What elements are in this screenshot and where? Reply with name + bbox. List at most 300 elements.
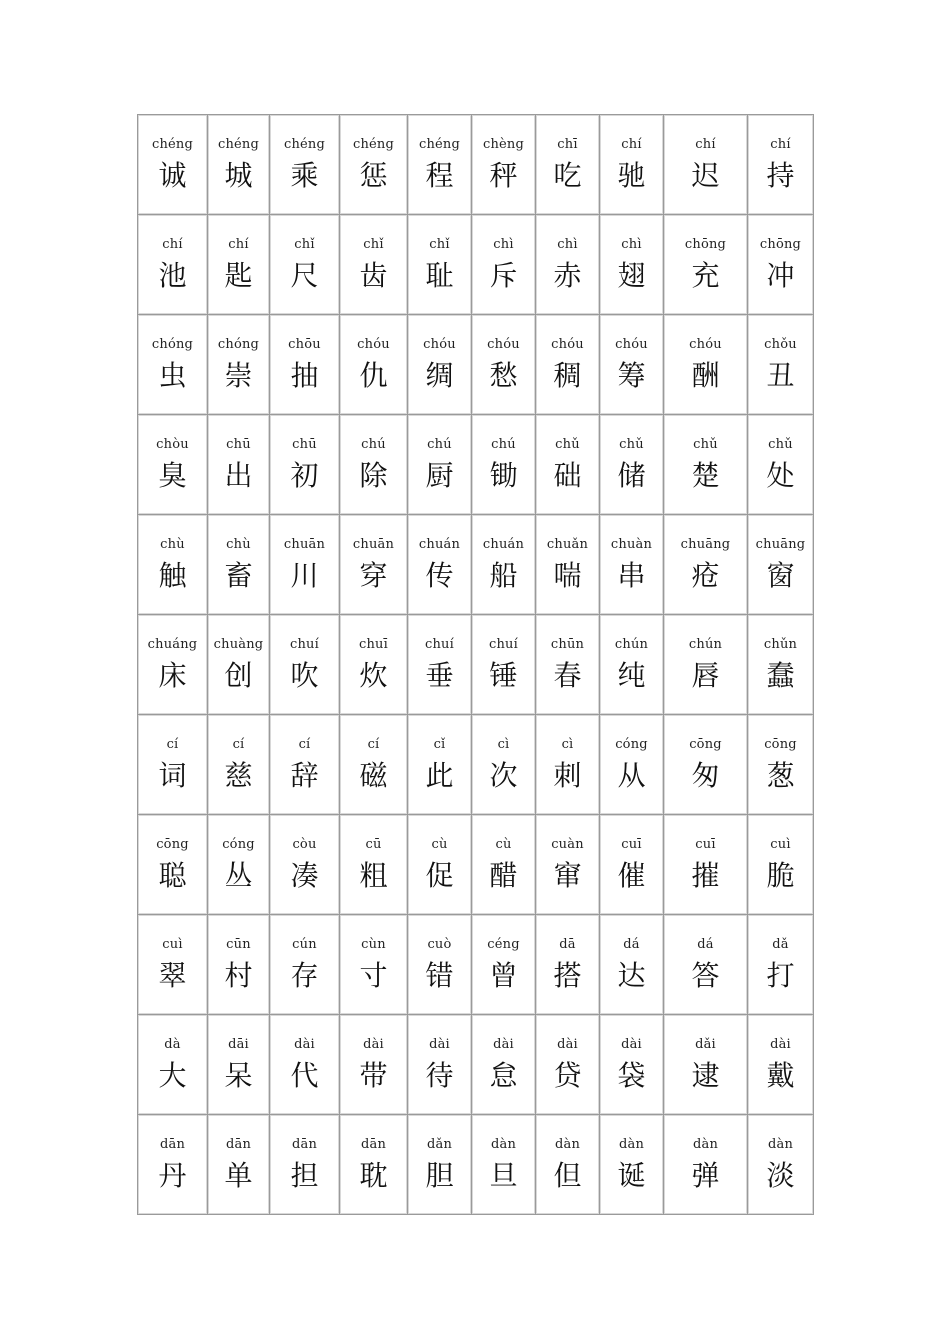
pinyin-label: dān — [225, 1136, 252, 1152]
character-cell — [208, 415, 270, 515]
character-cell — [600, 915, 664, 1015]
pinyin-label: chí — [162, 236, 183, 252]
hanzi-character: 创 — [224, 658, 253, 692]
character-cell — [208, 715, 270, 815]
pinyin-label: cōng — [764, 736, 797, 752]
table-row — [138, 1115, 814, 1215]
hanzi-character: 搭 — [553, 958, 582, 992]
hanzi-character: 带 — [359, 1058, 388, 1092]
table-row — [138, 815, 814, 915]
hanzi-character: 纯 — [617, 658, 646, 692]
cell-content — [408, 315, 471, 414]
hanzi-character: 冲 — [766, 258, 795, 292]
character-cell — [664, 515, 748, 615]
hanzi-character: 耽 — [359, 1158, 388, 1192]
cell-content — [536, 815, 599, 914]
character-cell — [408, 315, 472, 415]
hanzi-character: 崇 — [224, 358, 253, 392]
character-cell — [472, 715, 536, 815]
cell-content — [664, 1115, 747, 1214]
pinyin-label: dàn — [692, 1136, 719, 1152]
pinyin-label: cóng — [222, 836, 255, 852]
hanzi-character: 但 — [553, 1158, 582, 1192]
hanzi-character: 惩 — [359, 158, 388, 192]
character-table-body — [138, 115, 814, 1215]
character-cell — [536, 815, 600, 915]
hanzi-character: 脆 — [766, 858, 795, 892]
cell-content — [536, 715, 599, 814]
character-cell — [472, 515, 536, 615]
cell-content — [138, 915, 207, 1014]
character-cell — [472, 115, 536, 215]
character-cell — [664, 315, 748, 415]
hanzi-character: 担 — [290, 1158, 319, 1192]
character-cell — [472, 815, 536, 915]
hanzi-character: 打 — [766, 958, 795, 992]
hanzi-character: 炊 — [359, 658, 388, 692]
cell-content — [472, 415, 535, 514]
hanzi-character: 代 — [290, 1058, 319, 1092]
pinyin-label: chū — [226, 436, 251, 452]
cell-content — [664, 1015, 747, 1114]
hanzi-character: 楚 — [691, 458, 720, 492]
character-cell — [408, 615, 472, 715]
pinyin-label: chuí — [425, 636, 454, 652]
cell-content — [536, 915, 599, 1014]
character-cell — [340, 815, 408, 915]
cell-content — [748, 315, 813, 414]
character-cell — [138, 915, 208, 1015]
pinyin-label: chōu — [288, 336, 321, 352]
cell-content — [408, 815, 471, 914]
hanzi-character: 粗 — [359, 858, 388, 892]
pinyin-label: cōng — [156, 836, 189, 852]
pinyin-label: chǔ — [555, 436, 580, 452]
hanzi-character: 旦 — [489, 1158, 518, 1192]
cell-content — [208, 815, 269, 914]
cell-content — [748, 215, 813, 314]
cell-content — [748, 815, 813, 914]
pinyin-label: cí — [166, 736, 179, 752]
hanzi-character: 乘 — [290, 158, 319, 192]
cell-content — [664, 115, 747, 214]
pinyin-label: chéng — [352, 136, 395, 152]
character-cell — [270, 615, 340, 715]
pinyin-label: chóng — [151, 336, 194, 352]
cell-content — [536, 515, 599, 614]
pinyin-label: dàn — [767, 1136, 794, 1152]
hanzi-character: 袋 — [617, 1058, 646, 1092]
pinyin-label: dàn — [618, 1136, 645, 1152]
hanzi-character: 曾 — [489, 958, 518, 992]
character-cell — [472, 1015, 536, 1115]
character-cell — [340, 715, 408, 815]
pinyin-label: cǐ — [433, 736, 446, 752]
hanzi-character: 村 — [224, 958, 253, 992]
cell-content — [664, 615, 747, 714]
hanzi-character: 垂 — [425, 658, 454, 692]
cell-content — [138, 815, 207, 914]
hanzi-character: 催 — [617, 858, 646, 892]
character-cell — [270, 715, 340, 815]
pinyin-label: chì — [621, 236, 642, 252]
pinyin-label: cù — [431, 836, 448, 852]
cell-content — [270, 1115, 339, 1214]
cell-content — [340, 915, 407, 1014]
cell-content — [340, 115, 407, 214]
hanzi-character: 寸 — [359, 958, 388, 992]
hanzi-character: 酬 — [691, 358, 720, 392]
hanzi-character: 凑 — [290, 858, 319, 892]
cell-content — [138, 1115, 207, 1214]
character-cell — [408, 415, 472, 515]
pinyin-label: chǐ — [429, 236, 450, 252]
pinyin-label: chuī — [359, 636, 388, 652]
hanzi-character: 厨 — [425, 458, 454, 492]
cell-content — [270, 315, 339, 414]
character-cell — [536, 315, 600, 415]
table-row — [138, 615, 814, 715]
cell-content — [472, 115, 535, 214]
cell-content — [664, 815, 747, 914]
character-cell — [600, 415, 664, 515]
cell-content — [472, 915, 535, 1014]
pinyin-label: chèng — [482, 136, 525, 152]
pinyin-label: dàn — [490, 1136, 517, 1152]
hanzi-character: 臭 — [158, 458, 187, 492]
character-cell — [408, 115, 472, 215]
cell-content — [270, 115, 339, 214]
hanzi-character: 唇 — [691, 658, 720, 692]
character-cell — [408, 1115, 472, 1215]
pinyin-label: cuì — [162, 936, 183, 952]
hanzi-character: 串 — [617, 558, 646, 592]
hanzi-character: 丑 — [766, 358, 795, 392]
pinyin-label: dài — [557, 1036, 578, 1052]
character-cell — [536, 415, 600, 515]
pinyin-label: dài — [770, 1036, 791, 1052]
character-cell — [748, 115, 814, 215]
character-cell — [270, 515, 340, 615]
cell-content — [536, 115, 599, 214]
character-cell — [748, 715, 814, 815]
hanzi-character: 驰 — [617, 158, 646, 192]
hanzi-character: 磁 — [359, 758, 388, 792]
cell-content — [340, 415, 407, 514]
character-cell — [208, 315, 270, 415]
character-cell — [664, 815, 748, 915]
cell-content — [664, 715, 747, 814]
character-cell — [270, 815, 340, 915]
hanzi-character: 持 — [766, 158, 795, 192]
character-cell — [748, 515, 814, 615]
cell-content — [748, 1115, 813, 1214]
character-cell — [340, 315, 408, 415]
cell-content — [340, 715, 407, 814]
hanzi-character: 葱 — [766, 758, 795, 792]
hanzi-character: 锤 — [489, 658, 518, 692]
character-cell — [138, 1115, 208, 1215]
character-cell — [748, 615, 814, 715]
hanzi-character: 川 — [290, 558, 319, 592]
hanzi-character: 抽 — [290, 358, 319, 392]
character-cell — [340, 1015, 408, 1115]
character-cell — [536, 215, 600, 315]
cell-content — [408, 1115, 471, 1214]
cell-content — [138, 115, 207, 214]
cell-content — [600, 415, 663, 514]
hanzi-character: 筹 — [617, 358, 646, 392]
character-cell — [748, 915, 814, 1015]
pinyin-label: dā — [559, 936, 576, 952]
hanzi-character: 单 — [224, 1158, 253, 1192]
pinyin-label: chǔn — [763, 636, 798, 652]
cell-content — [748, 1015, 813, 1114]
hanzi-character: 齿 — [359, 258, 388, 292]
hanzi-character: 待 — [425, 1058, 454, 1092]
character-cell — [270, 1115, 340, 1215]
cell-content — [472, 815, 535, 914]
hanzi-character: 储 — [617, 458, 646, 492]
character-cell — [600, 1015, 664, 1115]
hanzi-character: 聪 — [158, 858, 187, 892]
hanzi-character: 斥 — [489, 258, 518, 292]
character-cell — [408, 215, 472, 315]
cell-content — [138, 515, 207, 614]
pinyin-label: chì — [493, 236, 514, 252]
cell-content — [748, 515, 813, 614]
character-cell — [208, 215, 270, 315]
cell-content — [408, 1015, 471, 1114]
pinyin-label: chǔ — [768, 436, 793, 452]
hanzi-character: 城 — [224, 158, 253, 192]
character-cell — [472, 415, 536, 515]
pinyin-label: chóu — [689, 336, 722, 352]
hanzi-character: 匆 — [691, 758, 720, 792]
character-cell — [748, 315, 814, 415]
pinyin-label: chù — [160, 536, 185, 552]
hanzi-character: 充 — [691, 258, 720, 292]
character-cell — [536, 715, 600, 815]
pinyin-label: cōng — [689, 736, 722, 752]
cell-content — [138, 615, 207, 714]
character-cell — [208, 115, 270, 215]
hanzi-character: 愁 — [489, 358, 518, 392]
character-cell — [664, 215, 748, 315]
cell-content — [408, 715, 471, 814]
hanzi-character: 摧 — [691, 858, 720, 892]
cell-content — [270, 715, 339, 814]
pinyin-label: chún — [614, 636, 649, 652]
hanzi-character: 存 — [290, 958, 319, 992]
character-cell — [138, 315, 208, 415]
pinyin-label: chún — [688, 636, 723, 652]
pinyin-label: dǎ — [772, 936, 789, 952]
cell-content — [340, 215, 407, 314]
character-cell — [536, 115, 600, 215]
cell-content — [600, 1115, 663, 1214]
pinyin-label: chuí — [290, 636, 319, 652]
character-cell — [270, 115, 340, 215]
pinyin-label: dǎn — [426, 1136, 453, 1152]
cell-content — [340, 1115, 407, 1214]
cell-content — [748, 615, 813, 714]
cell-content — [536, 315, 599, 414]
hanzi-character: 程 — [425, 158, 454, 192]
character-cell — [536, 915, 600, 1015]
hanzi-character: 耻 — [425, 258, 454, 292]
character-cell — [600, 115, 664, 215]
hanzi-character: 仇 — [359, 358, 388, 392]
character-cell — [600, 515, 664, 615]
pinyin-label: chú — [491, 436, 516, 452]
pinyin-label: dá — [623, 936, 640, 952]
pinyin-label: cuī — [621, 836, 642, 852]
hanzi-character: 胆 — [425, 1158, 454, 1192]
character-table — [137, 114, 814, 1215]
pinyin-character-grid — [137, 114, 813, 1208]
hanzi-character: 呆 — [224, 1058, 253, 1092]
pinyin-label: dān — [291, 1136, 318, 1152]
pinyin-label: dàn — [554, 1136, 581, 1152]
hanzi-character: 达 — [617, 958, 646, 992]
character-cell — [536, 1015, 600, 1115]
pinyin-label: dài — [621, 1036, 642, 1052]
hanzi-character: 丹 — [158, 1158, 187, 1192]
hanzi-character: 错 — [425, 958, 454, 992]
cell-content — [208, 915, 269, 1014]
character-cell — [472, 1115, 536, 1215]
pinyin-label: cí — [232, 736, 245, 752]
character-cell — [340, 515, 408, 615]
pinyin-label: dà — [164, 1036, 181, 1052]
cell-content — [472, 1115, 535, 1214]
pinyin-label: chūn — [550, 636, 585, 652]
pinyin-label: cuò — [427, 936, 452, 952]
character-cell — [340, 1115, 408, 1215]
pinyin-label: chuàng — [213, 636, 264, 652]
character-cell — [600, 715, 664, 815]
character-cell — [408, 715, 472, 815]
pinyin-label: dá — [697, 936, 714, 952]
pinyin-label: chōng — [684, 236, 727, 252]
pinyin-label: cóng — [615, 736, 648, 752]
table-row — [138, 715, 814, 815]
hanzi-character: 出 — [224, 458, 253, 492]
pinyin-label: dāi — [228, 1036, 249, 1052]
pinyin-label: chéng — [418, 136, 461, 152]
character-cell — [408, 1015, 472, 1115]
cell-content — [600, 915, 663, 1014]
character-cell — [408, 815, 472, 915]
character-cell — [664, 615, 748, 715]
cell-content — [472, 215, 535, 314]
cell-content — [408, 115, 471, 214]
pinyin-label: chǔ — [693, 436, 718, 452]
hanzi-character: 传 — [425, 558, 454, 592]
hanzi-character: 辞 — [290, 758, 319, 792]
cell-content — [600, 515, 663, 614]
hanzi-character: 绸 — [425, 358, 454, 392]
hanzi-character: 稠 — [553, 358, 582, 392]
hanzi-character: 迟 — [691, 158, 720, 192]
character-cell — [340, 915, 408, 1015]
character-cell — [472, 915, 536, 1015]
cell-content — [536, 1115, 599, 1214]
cell-content — [270, 915, 339, 1014]
pinyin-label: cūn — [226, 936, 251, 952]
character-cell — [748, 815, 814, 915]
character-cell — [138, 715, 208, 815]
pinyin-label: chù — [226, 536, 251, 552]
table-row — [138, 1015, 814, 1115]
cell-content — [748, 115, 813, 214]
cell-content — [208, 1115, 269, 1214]
character-cell — [138, 615, 208, 715]
pinyin-label: chū — [292, 436, 317, 452]
character-cell — [472, 615, 536, 715]
pinyin-label: chí — [228, 236, 249, 252]
cell-content — [408, 415, 471, 514]
pinyin-label: chéng — [151, 136, 194, 152]
table-row — [138, 415, 814, 515]
cell-content — [408, 515, 471, 614]
cell-content — [664, 515, 747, 614]
character-cell — [664, 1115, 748, 1215]
pinyin-label: chú — [361, 436, 386, 452]
hanzi-character: 穿 — [359, 558, 388, 592]
character-cell — [600, 815, 664, 915]
hanzi-character: 疮 — [691, 558, 720, 592]
character-cell — [536, 615, 600, 715]
hanzi-character: 词 — [158, 758, 187, 792]
cell-content — [748, 915, 813, 1014]
character-cell — [600, 215, 664, 315]
pinyin-label: cì — [561, 736, 574, 752]
hanzi-character: 喘 — [553, 558, 582, 592]
pinyin-label: chí — [695, 136, 716, 152]
pinyin-label: chì — [557, 236, 578, 252]
character-cell — [138, 1015, 208, 1115]
character-cell — [408, 915, 472, 1015]
hanzi-character: 匙 — [224, 258, 253, 292]
cell-content — [138, 715, 207, 814]
pinyin-label: chuàn — [610, 536, 653, 552]
pinyin-label: dài — [429, 1036, 450, 1052]
character-cell — [748, 415, 814, 515]
cell-content — [664, 315, 747, 414]
hanzi-character: 除 — [359, 458, 388, 492]
pinyin-label: chōng — [759, 236, 802, 252]
pinyin-label: cí — [367, 736, 380, 752]
cell-content — [600, 215, 663, 314]
pinyin-label: cùn — [361, 936, 386, 952]
character-cell — [208, 915, 270, 1015]
cell-content — [536, 615, 599, 714]
character-cell — [340, 115, 408, 215]
cell-content — [600, 815, 663, 914]
pinyin-label: chǐ — [363, 236, 384, 252]
pinyin-label: chuāng — [680, 536, 731, 552]
pinyin-label: chóu — [487, 336, 520, 352]
pinyin-label: chòu — [156, 436, 189, 452]
character-cell — [270, 1015, 340, 1115]
hanzi-character: 淡 — [766, 1158, 795, 1192]
character-cell — [270, 915, 340, 1015]
character-cell — [340, 615, 408, 715]
hanzi-character: 池 — [158, 258, 187, 292]
cell-content — [208, 715, 269, 814]
